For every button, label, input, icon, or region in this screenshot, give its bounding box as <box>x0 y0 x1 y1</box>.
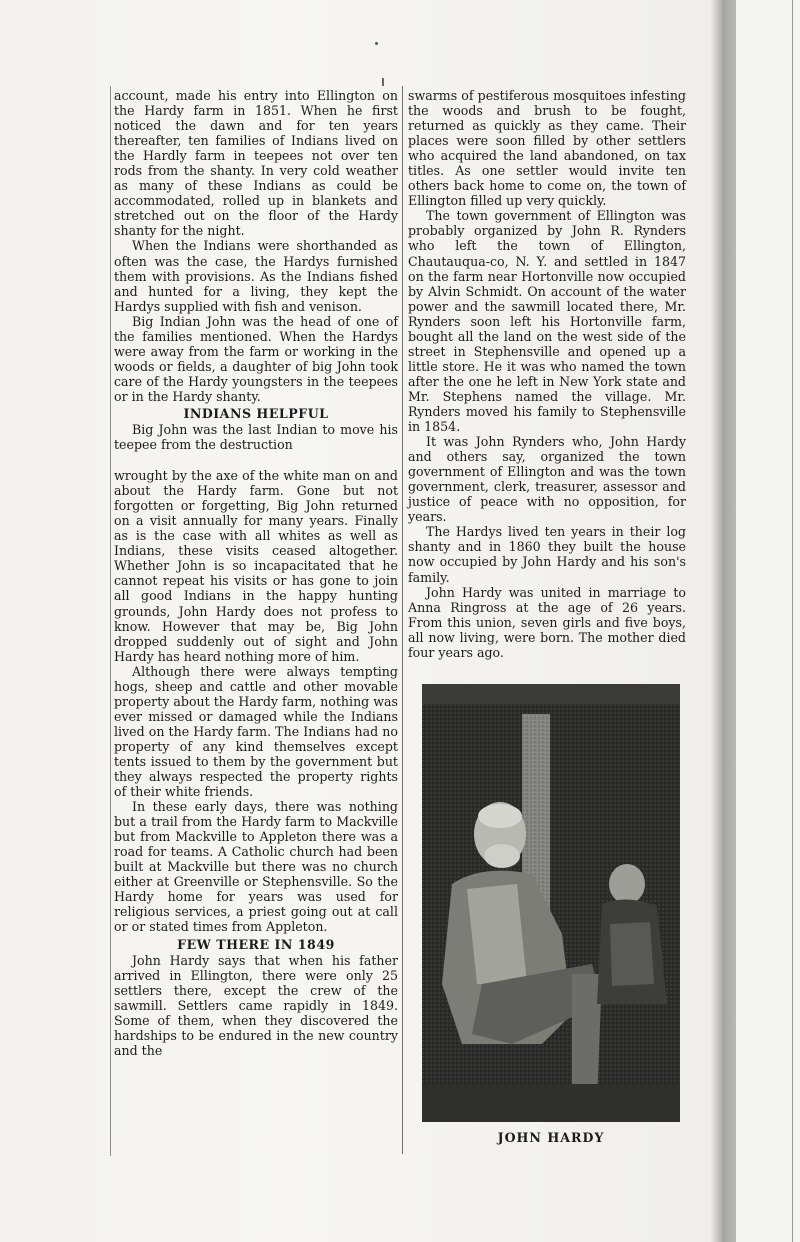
paragraph: John Hardy says that when his father arrived in Ellington, there were only 25 settlers there, except the crew of the sawmill. Settlers came rapidly in 1849. Some of them, when they discovered the hardships to be endured in the new country and the <box>114 952 398 1058</box>
paragraph: swarms of pestiferous mosquitoes infesting the woods and brush to be fought, returned as quickly as they came. Their places were soon filled by other settlers who acquired the land abandoned, on tax titles. As one settler would invite ten others back home to come on, the town of Ellington filled up very quickly. <box>408 88 686 209</box>
page-edge-shadow <box>710 0 736 1242</box>
paragraph: John Hardy was united in marriage to Anna Ringross at the age of 26 years. From this union, seven girls and five boys, all now living, were born. The mother died four years ago. <box>408 584 686 660</box>
paragraph: Big Indian John was the head of one of the families mentioned. When the Hardys were away from the farm or working in the woods or fields, a daughter of big John took care of the Hardy youngsters in the teepees or in the Hardy shanty. <box>114 313 398 404</box>
paragraph: It was John Rynders who, John Hardy and others say, organized the town government of Ellington and was the town government, clerk, treasurer, assessor and justice of peace with no opposition, for years. <box>408 434 686 525</box>
paragraph: account, made his entry into Ellington on the Hardy farm in 1851. When he first noticed the dawn and for ten years thereafter, ten families of Indians lived on the Hardly farm in teepees not over ten rods from the shanty. In very cold weather as many of these Indians as could be accommodated, rolled up in blankets and stretched out on the floor of the Hardy shanty for the night. <box>114 88 398 239</box>
paragraph: The town government of Ellington was probably organized by John R. Rynders who left the town of Ellington, Chautauqua-co, N. Y. and settled in 1847 on the farm near Hortonville now occupied by Alvin Schmidt. On account of the water power and the sawmill located there, Mr. Rynders soon left his Hortonville farm, bought all the land on the west side of the street in Stephensville and opened up a little store. He it was who named the town after the one he left in New York state and Mr. Stephens named the village. Mr. Rynders moved his family to Stephensville in 1854. <box>408 208 686 435</box>
subheading: FEW THERE IN 1849 <box>177 936 335 952</box>
photo-caption: JOHN HARDY <box>497 1130 605 1145</box>
subheading: INDIANS HELPFUL <box>183 405 329 421</box>
article-right-column <box>408 88 686 660</box>
column-rule <box>110 86 111 1156</box>
paragraph: Although there were always tempting hogs, sheep and cattle and other movable property about the Hardy farm, nothing was ever missed or damaged while the Indians lived on the Hardy farm. The Indians had no property of any kind themselves except tents issued to them by the government but they always respected the property rights of their white friends. <box>114 663 398 800</box>
portrait-photo <box>422 684 680 1122</box>
article-left-column <box>114 88 398 1058</box>
paragraph: wrought by the axe of the white man on and about the Hardy farm. Gone but not forgotten or forgetting, Big John returned on a visit annually for many years. Finally as is the case with all whites as well as Indians, these visits ceased altogether. Whether John is so incapacitated that he cannot repeat his visits or has gone to join all good Indians in the happy hunting grounds, John Hardy does not profess to know. However that may be, Big John dropped suddenly out of sight and John Hardy has heard nothing more of him. <box>114 468 398 664</box>
paragraph: In these early days, there was nothing but a trail from the Hardy farm to Mackville but from Mackville to Appleton there was a road for teams. A Catholic church had been built at Mackville but there was no church either at Greenville or Stephensville. So the Hardy home for years was used for religious services, a priest going out at call or or stated times from Appleton. <box>114 799 398 935</box>
paragraph: When the Indians were shorthanded as often was the case, the Hardys furnished them with provisions. As the Indians fished and hunted for a living, they kept the Hardys supplied with fish and venison. <box>114 238 398 314</box>
paragraph: Big John was the last Indian to move his teepee from the destruction <box>114 421 398 453</box>
scan-speck <box>375 42 378 45</box>
portrait-photo-image <box>422 684 680 1122</box>
scan-speck <box>382 78 384 86</box>
scan-margin <box>736 0 800 1242</box>
paragraph: The Hardys lived ten years in their log shanty and in 1860 they built the house now occupied by John Hardy and his son's family. <box>408 524 686 585</box>
column-rule <box>402 86 403 1154</box>
